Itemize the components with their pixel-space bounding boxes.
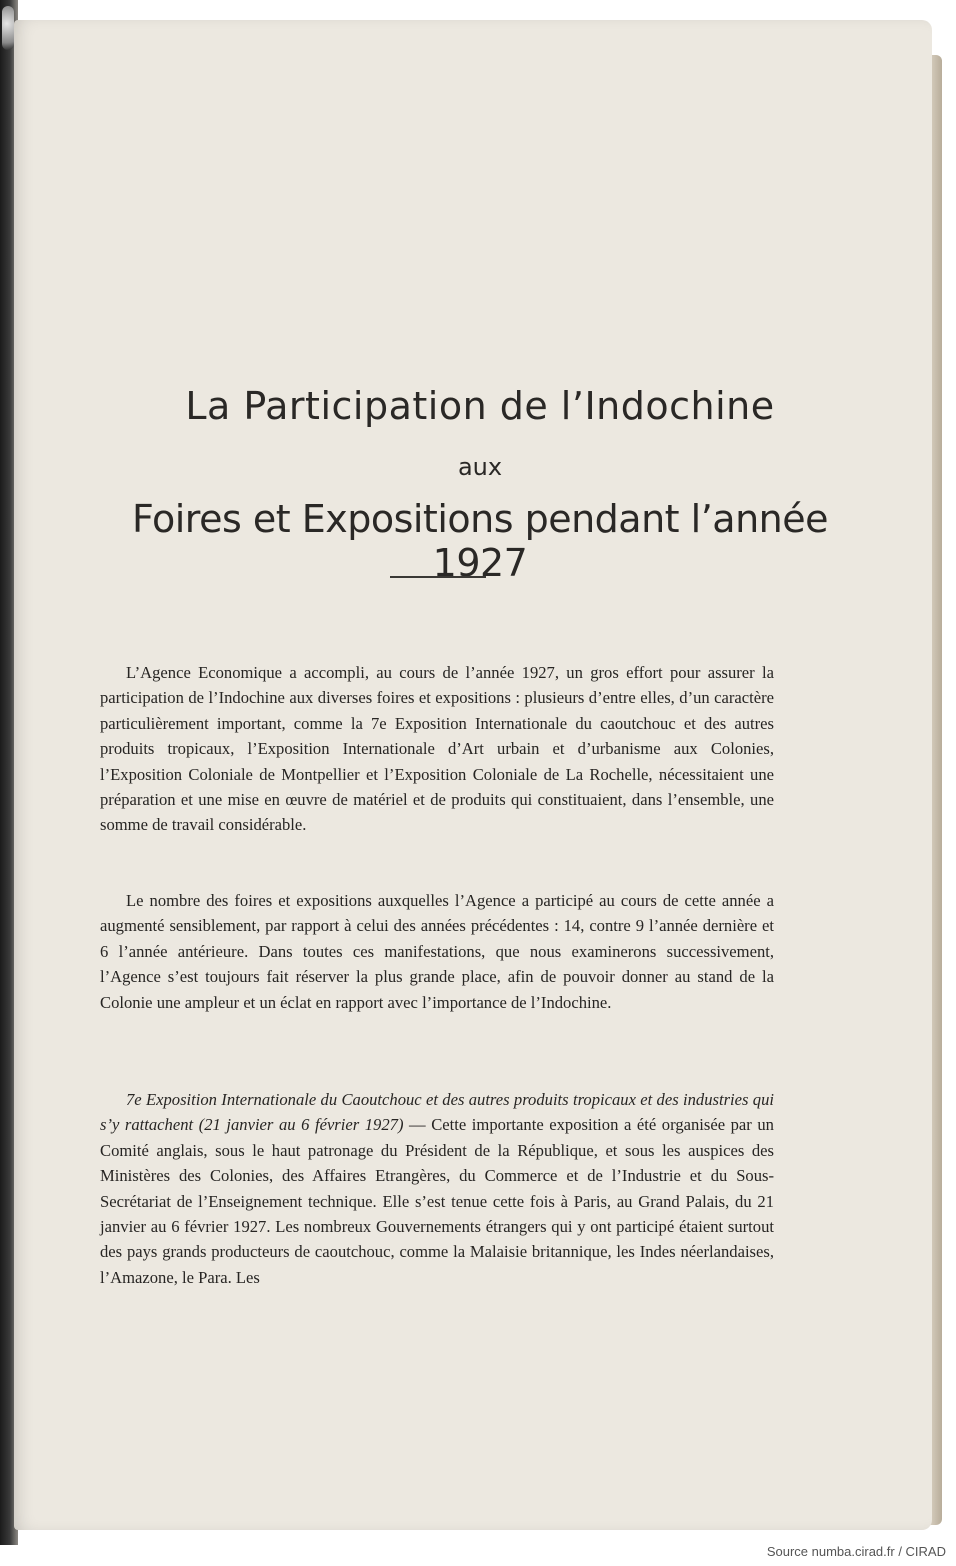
paragraph-2: Le nombre des foires et expositions auxquelles l’Agence a participé au cours de cette année a augmenté sensiblement, par rapport à celui des années précédentes : 14, contre 9 l’année dernière et 6 l’année antérieure. Dans toutes ces manifestations, que nous examinerons successivement, l’Agence s’est toujours fait réserver la plus grande place, afin de pouvoir donner au stand de la Colonie une ampleur et un éclat en rapport avec l’importance de l’Indochine. [100,891,774,1012]
page-title: La Participation de l’Indochine [185,384,775,428]
binding-ring [2,6,14,50]
paragraph-3-text: — Cette importante exposition a été organisée par un Comité anglais, sous le haut patronage du Président de la République, et sous les auspices des Ministères des Colonies, des Affaires Etrangères, du Commerce et de l’Industrie et du Sous-Secrétariat de l’Enseignement technique. Elle s’est tenue cette fois à Paris, au Grand Palais, du 21 janvier au 6 février 1927. Les nombreux Gouvernements étrangers qui y ont participé étaient surtout des pays grands producteurs de caoutchouc, comme la Malaisie britannique, les Indes néerlandaises, l’Amazone, le Para. Les [100,1115,774,1287]
exposition-heading: 7e Exposition Internationale du Caoutchouc et des autres produits tropicaux et des industries qui s’y rattachent (21 janvier au 6 février 1927) [100,1090,774,1135]
paragraph-1: L’Agence Economique a accompli, au cours de l’année 1927, un gros effort pour assurer la participation de l’Indochine aux diverses foires et expositions : plusieurs d’entre elles, d’un caractère particulièrement important, comme la 7e Exposition Internationale du caoutchouc et des autres produits tropicaux, l’Exposition Internationale d’Art urbain et d’urbanisme aux Colonies, l’Exposition Coloniale de Montpellier et l’Exposition Coloniale de La Rochelle, nécessitaient une préparation et une mise en œuvre de matériel et de produits qui constituaient, dans l’ensemble, une somme de travail considérable. [100,663,774,835]
page-subtitle: Foires et Expositions pendant l’année 1927 [131,497,828,585]
page-title-connector: aux [457,453,503,481]
source-credit: Source numba.cirad.fr / CIRAD [766,1544,946,1559]
paragraph-3 [100,1087,774,1290]
title-divider [390,576,486,578]
